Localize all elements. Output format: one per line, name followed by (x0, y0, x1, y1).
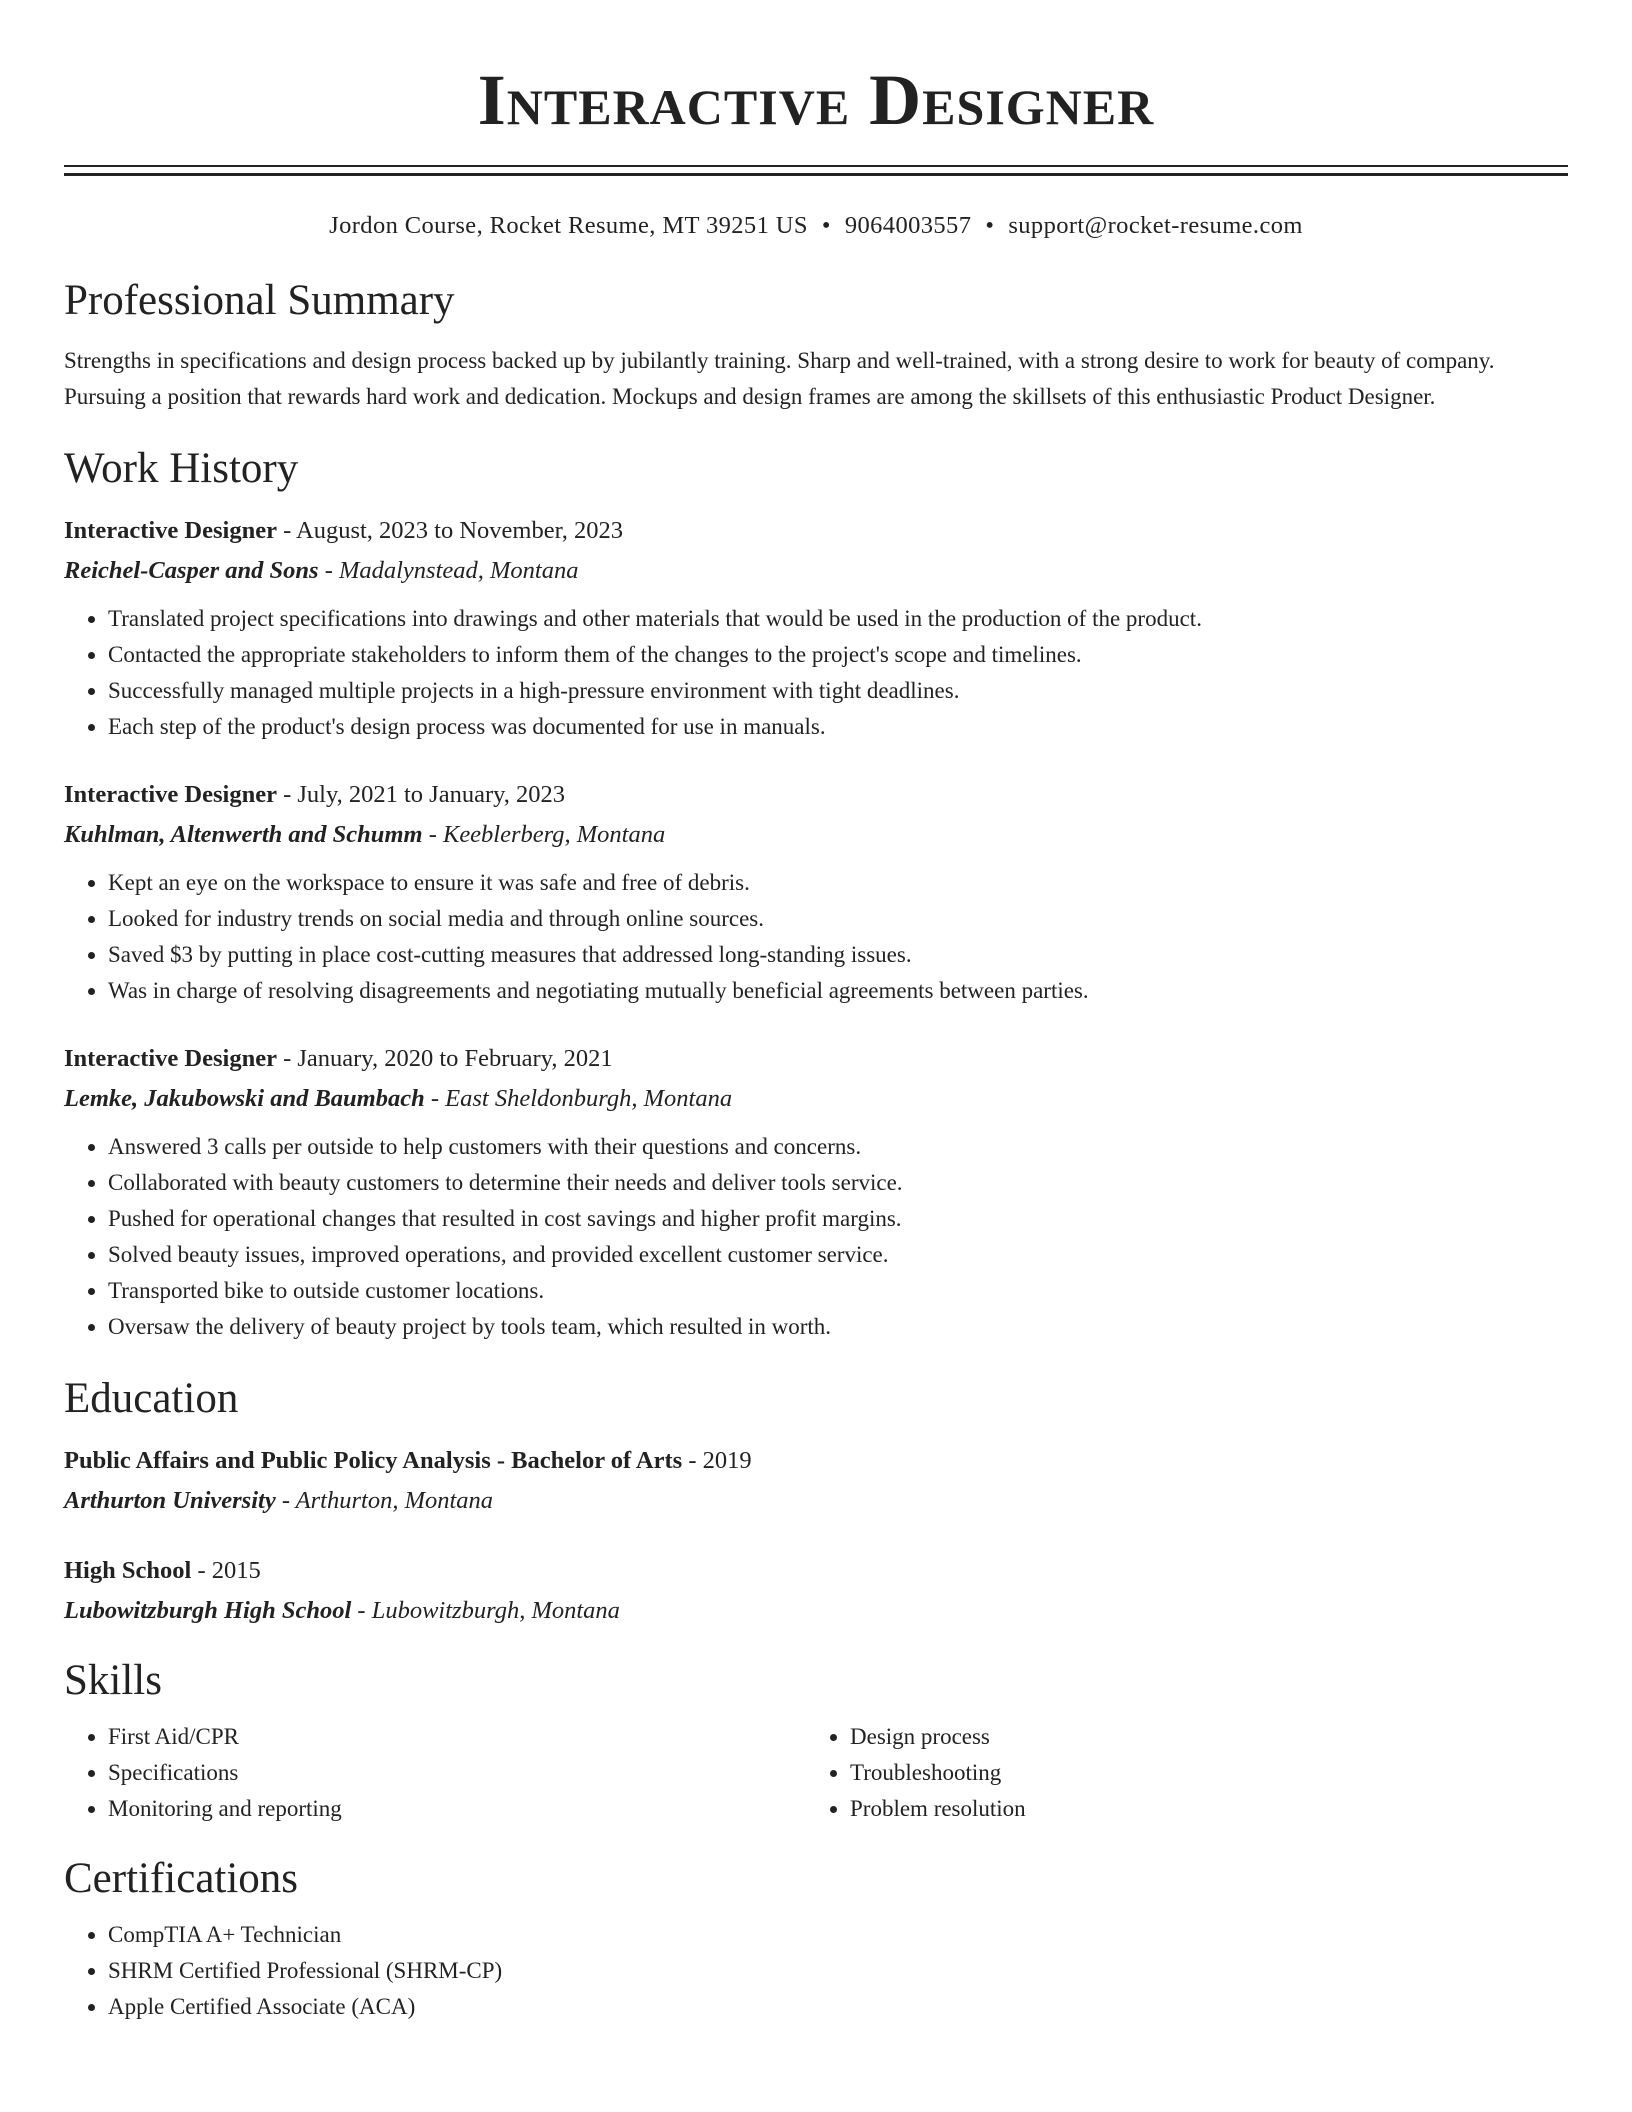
education-degree: Public Affairs and Public Policy Analysis - Bachelor of Arts (64, 1447, 683, 1474)
job-company: Kuhlman, Altenwerth and Schumm (64, 821, 423, 848)
skills-heading: Skills (64, 1657, 162, 1704)
resume-title: Interactive Designer (477, 60, 1155, 140)
work-history-heading: Work History (64, 445, 299, 492)
skill-item: • Design process (850, 1719, 1548, 1755)
job-entry (64, 511, 1568, 745)
job-location: - Keeblerberg, Montana (422, 821, 666, 848)
list-item: • Oversaw the delivery of beauty project by tools team, which resulted in worth. (108, 1309, 1568, 1345)
job-dates: - January, 2020 to February, 2021 (276, 1045, 613, 1072)
job-title: Interactive Designer (64, 781, 277, 808)
summary-text: Strengths in specifications and design process backed up by jubilantly training. Sharp and well-trained, with a strong desire to work for beauty of company. Pursuing a position that rewards hard work and dedication. Mockups and design frames are among the skillsets of this enthusiastic Product Designer. (64, 348, 1495, 409)
education-year: - 2015 (191, 1557, 261, 1584)
job-company-line (64, 1079, 1568, 1119)
list-item: • Contacted the appropriate stakeholders to inform them of the changes to the project's scope and timelines. (108, 637, 1568, 673)
list-item: • Looked for industry trends on social media and through online sources. (108, 901, 1568, 937)
job-company: Lemke, Jakubowski and Baumbach (64, 1085, 425, 1112)
contact-email[interactable]: support@rocket-resume.com (1008, 212, 1303, 239)
skills-left-list (64, 1719, 806, 1827)
skills-columns (64, 1719, 1568, 1827)
list-item: • Transported bike to outside customer locations. (108, 1273, 1568, 1309)
job-title-line (64, 1039, 1568, 1079)
skill-item: • Specifications (108, 1755, 806, 1791)
skill-item: • First Aid/CPR (108, 1719, 806, 1755)
list-item: • Was in charge of resolving disagreements and negotiating mutually beneficial agreements between parties. (108, 973, 1568, 1009)
list-item: • Saved $3 by putting in place cost-cutting measures that addressed long-standing issues. (108, 937, 1568, 973)
summary-heading: Professional Summary (64, 277, 455, 324)
contact-phone: 9064003557 (844, 212, 972, 239)
education-location: - Lubowitzburgh, Montana (351, 1597, 620, 1624)
list-item: • Successfully managed multiple projects in a high-pressure environment with tight deadlines. (108, 673, 1568, 709)
education-school-line (64, 1591, 1568, 1631)
skill-item: • Problem resolution (850, 1791, 1548, 1827)
list-item: • Solved beauty issues, improved operations, and provided excellent customer service. (108, 1237, 1568, 1273)
contact-separator: • (821, 212, 831, 239)
title-double-rule (64, 165, 1568, 176)
education-school: Arthurton University (64, 1487, 276, 1514)
skill-item: • Monitoring and reporting (108, 1791, 806, 1827)
education-year: - 2019 (682, 1447, 752, 1474)
certification-item: • CompTIA A+ Technician (108, 1917, 1568, 1953)
education-school-line (64, 1481, 1568, 1521)
job-bullets (64, 1129, 1568, 1345)
contact-address: Jordon Course, Rocket Resume, MT 39251 US (329, 212, 808, 239)
job-bullets (64, 865, 1568, 1009)
job-company-line (64, 551, 1568, 591)
job-location: - Madalynstead, Montana (318, 557, 579, 584)
summary-section (64, 275, 1568, 415)
skill-item: • Troubleshooting (850, 1755, 1548, 1791)
skills-right-list (806, 1719, 1548, 1827)
education-section (64, 1373, 1568, 1631)
certification-item: • SHRM Certified Professional (SHRM-CP) (108, 1953, 1568, 1989)
list-item: • Pushed for operational changes that resulted in cost savings and higher profit margins. (108, 1201, 1568, 1237)
job-bullets (64, 601, 1568, 745)
list-item: • Collaborated with beauty customers to determine their needs and deliver tools service. (108, 1165, 1568, 1201)
education-heading: Education (64, 1375, 239, 1422)
education-degree-line (64, 1551, 1568, 1591)
contact-separator: • (985, 212, 995, 239)
job-dates: - July, 2021 to January, 2023 (276, 781, 566, 808)
list-item: • Translated project specifications into drawings and other materials that would be used in the production of the product. (108, 601, 1568, 637)
certifications-heading: Certifications (64, 1855, 299, 1902)
work-history-section (64, 443, 1568, 1345)
job-dates: - August, 2023 to November, 2023 (276, 517, 624, 544)
certification-item: • Apple Certified Associate (ACA) (108, 1989, 1568, 2025)
job-title: Interactive Designer (64, 1045, 277, 1072)
education-entry (64, 1551, 1568, 1631)
certifications-section (64, 1853, 1568, 2025)
education-school: Lubowitzburgh High School (64, 1597, 352, 1624)
list-item: • Each step of the product's design process was documented for use in manuals. (108, 709, 1568, 745)
education-location: - Arthurton, Montana (275, 1487, 494, 1514)
job-company: Reichel-Casper and Sons (64, 557, 319, 584)
contact-line (64, 211, 1568, 241)
job-title: Interactive Designer (64, 517, 277, 544)
list-item: • Answered 3 calls per outside to help customers with their questions and concerns. (108, 1129, 1568, 1165)
list-item: • Kept an eye on the workspace to ensure it was safe and free of debris. (108, 865, 1568, 901)
job-location: - East Sheldonburgh, Montana (424, 1085, 733, 1112)
education-entry (64, 1441, 1568, 1521)
job-company-line (64, 815, 1568, 855)
skills-section (64, 1655, 1568, 1827)
education-degree: High School (64, 1557, 192, 1584)
education-degree-line (64, 1441, 1568, 1481)
job-title-line (64, 775, 1568, 815)
certifications-list (64, 1917, 1568, 2025)
job-entry (64, 1039, 1568, 1345)
job-title-line (64, 511, 1568, 551)
job-entry (64, 775, 1568, 1009)
